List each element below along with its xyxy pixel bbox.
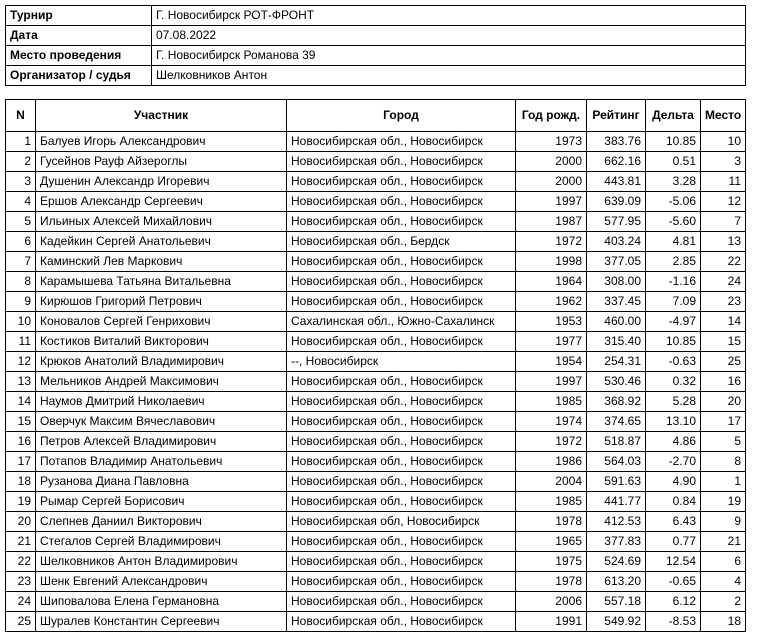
- cell-rating: 518.87: [587, 432, 646, 452]
- cell-place: 18: [701, 612, 746, 632]
- cell-birth-year: 1965: [516, 532, 587, 552]
- table-row: [6, 332, 746, 352]
- cell-delta: -5.60: [646, 212, 701, 232]
- cell-birth-year: 1985: [516, 392, 587, 412]
- table-row: [6, 292, 746, 312]
- info-label: Место проведения: [6, 46, 152, 66]
- cell-delta: 6.12: [646, 592, 701, 612]
- cell-place: 23: [701, 292, 746, 312]
- cell-city: --, Новосибирск: [287, 352, 516, 372]
- cell-number: 2: [6, 152, 36, 172]
- cell-birth-year: 1991: [516, 612, 587, 632]
- header-rating: Рейтинг: [587, 100, 646, 132]
- cell-rating: 383.76: [587, 132, 646, 152]
- cell-place: 21: [701, 532, 746, 552]
- cell-birth-year: 1964: [516, 272, 587, 292]
- cell-rating: 377.83: [587, 532, 646, 552]
- cell-city: Новосибирская обл., Новосибирск: [287, 252, 516, 272]
- info-row: [6, 66, 746, 86]
- header-place: Место: [701, 100, 746, 132]
- cell-number: 4: [6, 192, 36, 212]
- table-row: [6, 392, 746, 412]
- cell-number: 14: [6, 392, 36, 412]
- table-row: [6, 512, 746, 532]
- table-row: [6, 172, 746, 192]
- cell-number: 3: [6, 172, 36, 192]
- cell-rating: 591.63: [587, 472, 646, 492]
- cell-delta: -8.53: [646, 612, 701, 632]
- cell-birth-year: 1974: [516, 412, 587, 432]
- info-value: Г. Новосибирск РОТ-ФРОНТ: [152, 6, 746, 26]
- cell-rating: 460.00: [587, 312, 646, 332]
- cell-participant: Балуев Игорь Александрович: [36, 132, 287, 152]
- table-row: [6, 212, 746, 232]
- cell-city: Новосибирская обл., Новосибирск: [287, 272, 516, 292]
- cell-birth-year: 2000: [516, 172, 587, 192]
- cell-city: Новосибирская обл., Новосибирск: [287, 132, 516, 152]
- cell-participant: Душенин Александр Игоревич: [36, 172, 287, 192]
- cell-delta: 4.86: [646, 432, 701, 452]
- cell-city: Новосибирская обл., Новосибирск: [287, 492, 516, 512]
- cell-delta: 7.09: [646, 292, 701, 312]
- cell-place: 20: [701, 392, 746, 412]
- cell-birth-year: 1978: [516, 512, 587, 532]
- cell-birth-year: 2006: [516, 592, 587, 612]
- cell-participant: Гусейнов Рауф Айзероглы: [36, 152, 287, 172]
- cell-delta: 10.85: [646, 332, 701, 352]
- cell-participant: Кирюшов Григорий Петрович: [36, 292, 287, 312]
- cell-city: Новосибирская обл., Новосибирск: [287, 152, 516, 172]
- cell-participant: Кадейкин Сергей Анатольевич: [36, 232, 287, 252]
- cell-place: 13: [701, 232, 746, 252]
- tournament-info-body: [6, 6, 746, 86]
- table-row: [6, 132, 746, 152]
- cell-place: 12: [701, 192, 746, 212]
- cell-rating: 443.81: [587, 172, 646, 192]
- cell-delta: -4.97: [646, 312, 701, 332]
- cell-delta: -2.70: [646, 452, 701, 472]
- header-city: Город: [287, 100, 516, 132]
- table-row: [6, 552, 746, 572]
- header-birth-year: Год рожд.: [516, 100, 587, 132]
- cell-participant: Шенк Евгений Александрович: [36, 572, 287, 592]
- cell-delta: 0.51: [646, 152, 701, 172]
- cell-place: 15: [701, 332, 746, 352]
- table-row: [6, 592, 746, 612]
- cell-place: 7: [701, 212, 746, 232]
- table-row: [6, 472, 746, 492]
- header-number: N: [6, 100, 36, 132]
- cell-number: 15: [6, 412, 36, 432]
- cell-participant: Рузанова Диана Павловна: [36, 472, 287, 492]
- results-table: [5, 99, 746, 632]
- table-row: [6, 612, 746, 632]
- cell-number: 25: [6, 612, 36, 632]
- cell-number: 6: [6, 232, 36, 252]
- cell-rating: 337.45: [587, 292, 646, 312]
- tournament-info-table: [5, 5, 746, 86]
- cell-place: 9: [701, 512, 746, 532]
- cell-city: Новосибирская обл., Новосибирск: [287, 212, 516, 232]
- cell-city: Новосибирская обл., Новосибирск: [287, 412, 516, 432]
- cell-place: 16: [701, 372, 746, 392]
- cell-delta: 5.28: [646, 392, 701, 412]
- cell-number: 18: [6, 472, 36, 492]
- cell-rating: 254.31: [587, 352, 646, 372]
- cell-number: 8: [6, 272, 36, 292]
- cell-rating: 441.77: [587, 492, 646, 512]
- cell-participant: Мельников Андрей Максимович: [36, 372, 287, 392]
- cell-number: 7: [6, 252, 36, 272]
- cell-rating: 308.00: [587, 272, 646, 292]
- cell-birth-year: 2004: [516, 472, 587, 492]
- cell-birth-year: 1953: [516, 312, 587, 332]
- cell-place: 2: [701, 592, 746, 612]
- cell-city: Новосибирская обл., Новосибирск: [287, 472, 516, 492]
- cell-birth-year: 1972: [516, 432, 587, 452]
- cell-rating: 315.40: [587, 332, 646, 352]
- cell-place: 22: [701, 252, 746, 272]
- info-value: Шелковников Антон: [152, 66, 746, 86]
- cell-rating: 412.53: [587, 512, 646, 532]
- cell-number: 13: [6, 372, 36, 392]
- table-row: [6, 432, 746, 452]
- cell-participant: Потапов Владимир Анатольевич: [36, 452, 287, 472]
- cell-participant: Оверчук Максим Вячеславович: [36, 412, 287, 432]
- cell-city: Новосибирская обл., Бердск: [287, 232, 516, 252]
- cell-participant: Карамышева Татьяна Витальевна: [36, 272, 287, 292]
- cell-participant: Рымар Сергей Борисович: [36, 492, 287, 512]
- cell-delta: -0.63: [646, 352, 701, 372]
- info-label: Организатор / судья: [6, 66, 152, 86]
- cell-delta: -0.65: [646, 572, 701, 592]
- cell-city: Новосибирская обл., Новосибирск: [287, 372, 516, 392]
- cell-city: Новосибирская обл., Новосибирск: [287, 452, 516, 472]
- cell-delta: 4.90: [646, 472, 701, 492]
- cell-birth-year: 1975: [516, 552, 587, 572]
- cell-rating: 639.09: [587, 192, 646, 212]
- cell-participant: Крюков Анатолий Владимирович: [36, 352, 287, 372]
- cell-participant: Коновалов Сергей Генрихович: [36, 312, 287, 332]
- cell-place: 1: [701, 472, 746, 492]
- table-row: [6, 272, 746, 292]
- cell-birth-year: 1973: [516, 132, 587, 152]
- results-body: [6, 132, 746, 632]
- cell-number: 9: [6, 292, 36, 312]
- table-row: [6, 412, 746, 432]
- cell-number: 24: [6, 592, 36, 612]
- cell-city: Новосибирская обл., Новосибирск: [287, 552, 516, 572]
- cell-delta: 12.54: [646, 552, 701, 572]
- cell-rating: 524.69: [587, 552, 646, 572]
- cell-participant: Каминский Лев Маркович: [36, 252, 287, 272]
- cell-participant: Шелковников Антон Владимирович: [36, 552, 287, 572]
- cell-city: Новосибирская обл., Новосибирск: [287, 592, 516, 612]
- cell-number: 10: [6, 312, 36, 332]
- cell-number: 5: [6, 212, 36, 232]
- cell-place: 17: [701, 412, 746, 432]
- cell-birth-year: 1987: [516, 212, 587, 232]
- cell-place: 5: [701, 432, 746, 452]
- cell-birth-year: 1985: [516, 492, 587, 512]
- cell-city: Новосибирская обл., Новосибирск: [287, 612, 516, 632]
- cell-place: 24: [701, 272, 746, 292]
- info-row: [6, 26, 746, 46]
- table-row: [6, 452, 746, 472]
- cell-rating: 557.18: [587, 592, 646, 612]
- cell-delta: 6.43: [646, 512, 701, 532]
- cell-place: 19: [701, 492, 746, 512]
- cell-rating: 377.05: [587, 252, 646, 272]
- cell-number: 11: [6, 332, 36, 352]
- cell-birth-year: 1986: [516, 452, 587, 472]
- cell-rating: 530.46: [587, 372, 646, 392]
- cell-number: 12: [6, 352, 36, 372]
- cell-birth-year: 1998: [516, 252, 587, 272]
- info-value: Г. Новосибирск Романова 39: [152, 46, 746, 66]
- cell-city: Новосибирская обл., Новосибирск: [287, 172, 516, 192]
- cell-place: 10: [701, 132, 746, 152]
- cell-rating: 613.20: [587, 572, 646, 592]
- cell-delta: 4.81: [646, 232, 701, 252]
- header-participant: Участник: [36, 100, 287, 132]
- table-row: [6, 572, 746, 592]
- cell-rating: 403.24: [587, 232, 646, 252]
- info-value: 07.08.2022: [152, 26, 746, 46]
- cell-delta: 0.77: [646, 532, 701, 552]
- cell-number: 1: [6, 132, 36, 152]
- cell-participant: Ершов Александр Сергеевич: [36, 192, 287, 212]
- cell-city: Новосибирская обл., Новосибирск: [287, 192, 516, 212]
- info-row: [6, 6, 746, 26]
- info-label: Дата: [6, 26, 152, 46]
- table-row: [6, 532, 746, 552]
- header-delta: Дельта: [646, 100, 701, 132]
- cell-birth-year: 1997: [516, 372, 587, 392]
- info-label: Турнир: [6, 6, 152, 26]
- cell-participant: Слепнев Даниил Викторович: [36, 512, 287, 532]
- cell-place: 4: [701, 572, 746, 592]
- table-row: [6, 352, 746, 372]
- cell-participant: Костиков Виталий Викторович: [36, 332, 287, 352]
- cell-city: Новосибирская обл., Новосибирск: [287, 572, 516, 592]
- cell-place: 14: [701, 312, 746, 332]
- cell-participant: Шиповалова Елена Германовна: [36, 592, 287, 612]
- cell-city: Новосибирская обл., Новосибирск: [287, 392, 516, 412]
- cell-birth-year: 1954: [516, 352, 587, 372]
- cell-delta: 0.32: [646, 372, 701, 392]
- cell-participant: Петров Алексей Владимирович: [36, 432, 287, 452]
- cell-rating: 368.92: [587, 392, 646, 412]
- cell-rating: 564.03: [587, 452, 646, 472]
- table-row: [6, 312, 746, 332]
- table-row: [6, 152, 746, 172]
- cell-number: 20: [6, 512, 36, 532]
- table-row: [6, 192, 746, 212]
- cell-delta: 13.10: [646, 412, 701, 432]
- cell-delta: 0.84: [646, 492, 701, 512]
- table-row: [6, 232, 746, 252]
- cell-rating: 577.95: [587, 212, 646, 232]
- cell-city: Новосибирская обл., Новосибирск: [287, 532, 516, 552]
- cell-number: 17: [6, 452, 36, 472]
- cell-rating: 374.65: [587, 412, 646, 432]
- results-header-row: [6, 100, 746, 132]
- cell-place: 11: [701, 172, 746, 192]
- cell-city: Новосибирская обл., Новосибирск: [287, 292, 516, 312]
- cell-delta: -1.16: [646, 272, 701, 292]
- cell-birth-year: 1972: [516, 232, 587, 252]
- cell-birth-year: 1997: [516, 192, 587, 212]
- cell-city: Новосибирская обл, Новосибирск: [287, 512, 516, 532]
- cell-city: Новосибирская обл., Новосибирск: [287, 432, 516, 452]
- cell-birth-year: 1962: [516, 292, 587, 312]
- cell-participant: Ильиных Алексей Михайлович: [36, 212, 287, 232]
- cell-number: 21: [6, 532, 36, 552]
- table-row: [6, 492, 746, 512]
- table-row: [6, 252, 746, 272]
- cell-place: 25: [701, 352, 746, 372]
- cell-place: 3: [701, 152, 746, 172]
- cell-birth-year: 1978: [516, 572, 587, 592]
- cell-place: 6: [701, 552, 746, 572]
- cell-number: 19: [6, 492, 36, 512]
- cell-delta: 10.85: [646, 132, 701, 152]
- cell-place: 8: [701, 452, 746, 472]
- cell-number: 22: [6, 552, 36, 572]
- info-row: [6, 46, 746, 66]
- cell-participant: Наумов Дмитрий Николаевич: [36, 392, 287, 412]
- cell-city: Новосибирская обл., Новосибирск: [287, 332, 516, 352]
- cell-rating: 549.92: [587, 612, 646, 632]
- results-header: [6, 100, 746, 132]
- cell-participant: Стегалов Сергей Владимирович: [36, 532, 287, 552]
- cell-city: Сахалинская обл., Южно-Сахалинск: [287, 312, 516, 332]
- cell-number: 16: [6, 432, 36, 452]
- cell-birth-year: 2000: [516, 152, 587, 172]
- table-row: [6, 372, 746, 392]
- cell-delta: 3.28: [646, 172, 701, 192]
- cell-birth-year: 1977: [516, 332, 587, 352]
- cell-participant: Шуралев Константин Сергеевич: [36, 612, 287, 632]
- cell-number: 23: [6, 572, 36, 592]
- cell-delta: -5.06: [646, 192, 701, 212]
- cell-rating: 662.16: [587, 152, 646, 172]
- cell-delta: 2.85: [646, 252, 701, 272]
